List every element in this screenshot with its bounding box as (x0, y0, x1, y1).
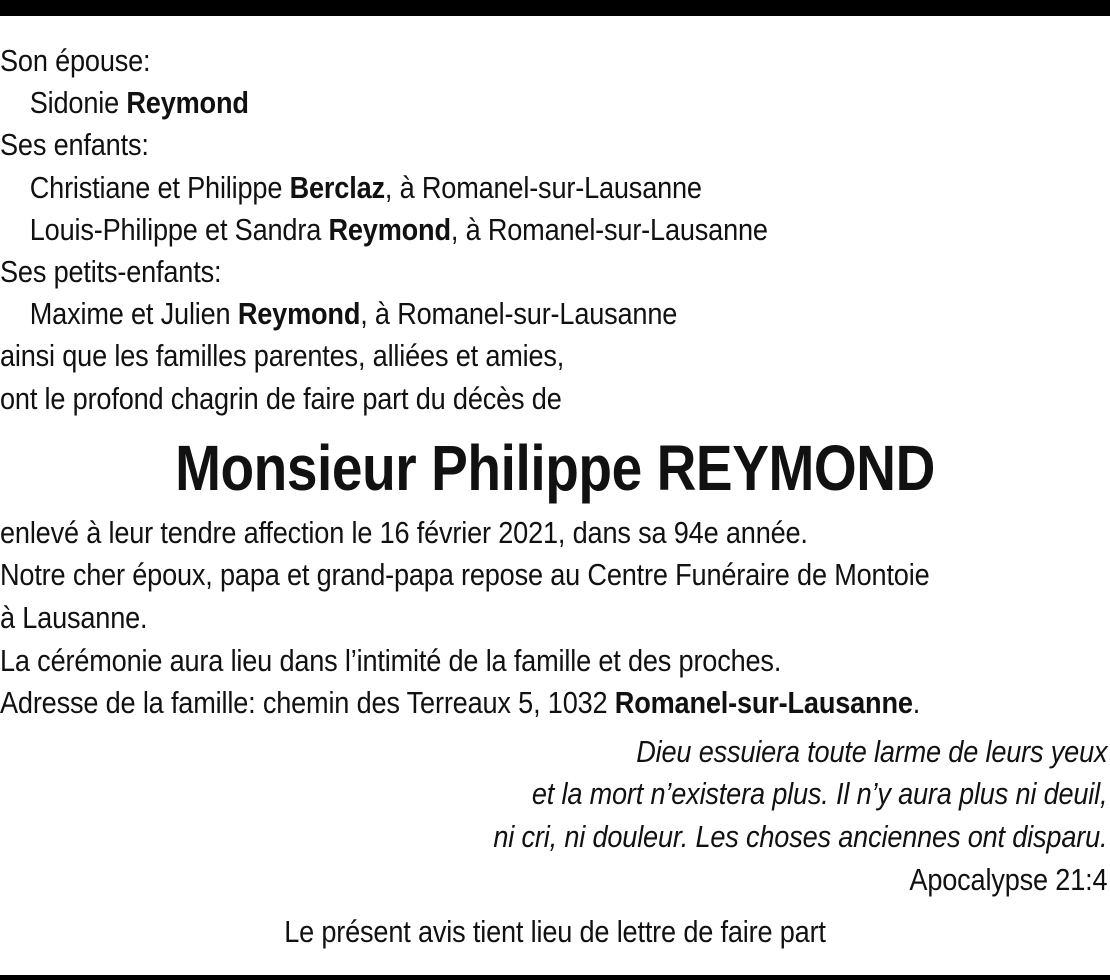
rest-line-2: à Lausanne. (0, 600, 148, 636)
spouse-line (0, 82, 971, 124)
death-line: enlevé à leur tendre affection le 16 février 2021, dans sa 94e année. (0, 514, 808, 550)
relatives-line: ainsi que les familles parentes, alliées et amies, (0, 338, 565, 374)
child1-first-names: Christiane et Philippe (29, 169, 283, 205)
grandchild1-place: , à Romanel-sur-Lausanne (360, 296, 678, 332)
grandchildren-heading: Ses petits-enfants: (0, 254, 222, 290)
bottom-border (0, 975, 1110, 980)
verse-line-3: ni cri, ni douleur. Les choses anciennes ont disparu. (493, 818, 1108, 854)
spouse-last-name: Reymond (126, 85, 249, 121)
child-line-2 (0, 209, 971, 251)
child1-last-name: Berclaz (289, 169, 385, 205)
children-heading: Ses enfants: (0, 127, 149, 163)
closing-notice: Le présent avis tient lieu de lettre de faire part (284, 914, 826, 950)
top-border (0, 0, 1110, 16)
child-line-1 (0, 167, 971, 209)
child2-place: , à Romanel-sur-Lausanne (450, 211, 768, 247)
deceased-name: Monsieur Philippe REYMOND (175, 431, 935, 504)
spouse-first-name: Sidonie (29, 85, 120, 121)
address-city: Romanel-sur-Lausanne (614, 685, 913, 721)
bible-verse (0, 731, 1110, 901)
address-end: . (912, 685, 921, 721)
verse-line-2: et la mort n’existera plus. Il n’y aura plus ni deuil, (531, 776, 1108, 812)
spouse-heading: Son épouse: (0, 43, 151, 78)
verse-reference: Apocalypse 21:4 (909, 861, 1108, 897)
child1-place: , à Romanel-sur-Lausanne (384, 169, 702, 205)
verse-line-1: Dieu essuiera toute larme de leurs yeux (636, 733, 1108, 769)
child2-first-names: Louis-Philippe et Sandra (29, 211, 322, 247)
grandchild1-first-names: Maxime et Julien (29, 296, 231, 332)
address-prefix: Adresse de la famille: chemin des Terreaux 5, 1032 (0, 685, 608, 721)
grandchild-line-1 (0, 293, 971, 335)
child2-last-name: Reymond (328, 211, 451, 247)
grandchild1-last-name: Reymond (237, 296, 361, 332)
obituary-notice (0, 40, 1110, 953)
ceremony-line: La cérémonie aura lieu dans l’intimité de la famille et des proches. (0, 642, 782, 678)
address-line (0, 682, 971, 725)
announcement-line: ont le profond chagrin de faire part du décès de (0, 380, 562, 416)
rest-line-1: Notre cher époux, papa et grand-papa repose au Centre Funéraire de Montoie (0, 557, 930, 593)
